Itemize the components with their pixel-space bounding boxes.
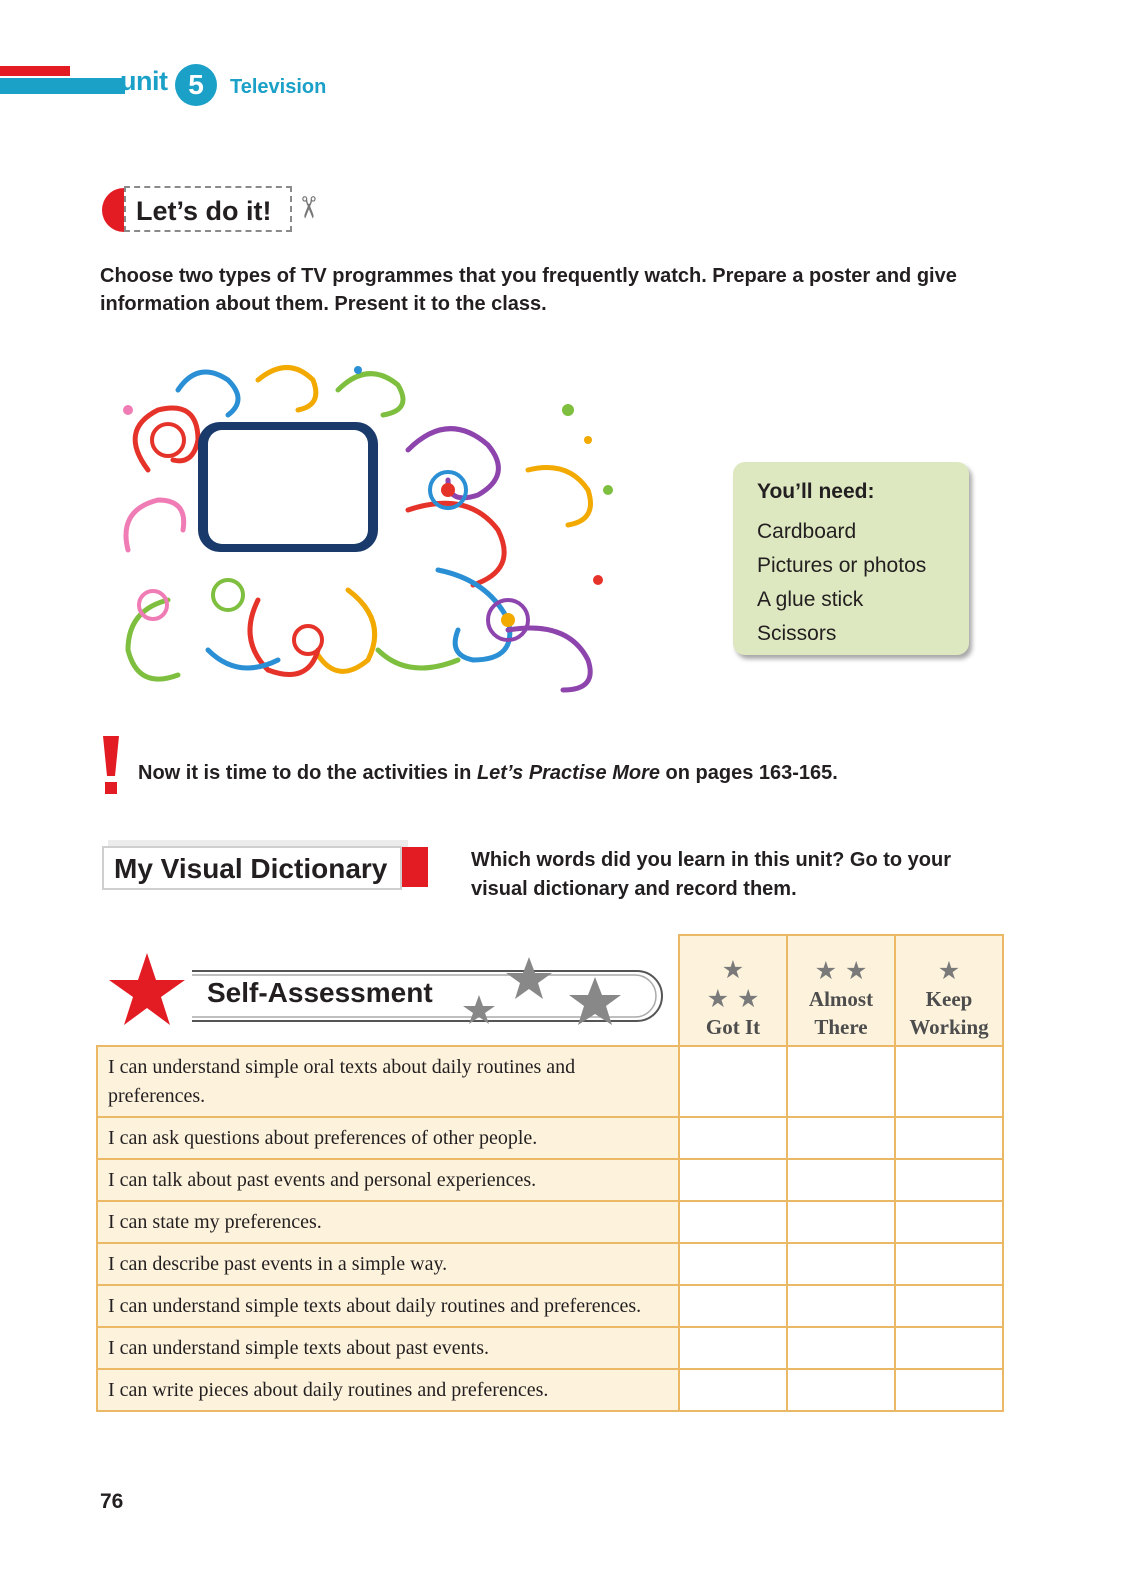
- materials-title: You’ll need:: [757, 480, 875, 503]
- self-assessment-banner: [97, 935, 679, 1046]
- rating-cell[interactable]: [787, 1201, 895, 1243]
- column-got-it: [679, 935, 787, 1046]
- table-row: [97, 1327, 1003, 1369]
- table-row: [97, 1159, 1003, 1201]
- table-row: [97, 1243, 1003, 1285]
- column-label: Keep: [925, 987, 973, 1011]
- rating-cell[interactable]: [787, 1369, 895, 1411]
- rating-cell[interactable]: [895, 1159, 1003, 1201]
- star-icon: ★ ★: [706, 984, 760, 1013]
- materials-item: Scissors: [757, 622, 837, 645]
- self-assessment-header-row: [97, 935, 1003, 1046]
- statement: I can understand simple oral texts about daily routines and preferences.: [97, 1046, 679, 1117]
- table-row: [97, 1117, 1003, 1159]
- materials-box: [733, 462, 969, 655]
- rating-cell[interactable]: [895, 1285, 1003, 1327]
- column-almost-there: [787, 935, 895, 1046]
- statement: I can describe past events in a simple way.: [97, 1243, 679, 1285]
- statement: I can talk about past events and personal experiences.: [97, 1159, 679, 1201]
- rating-cell[interactable]: [679, 1243, 787, 1285]
- rating-cell[interactable]: [787, 1243, 895, 1285]
- unit-label: unit: [120, 66, 168, 96]
- rating-cell[interactable]: [787, 1285, 895, 1327]
- header-blue-stripe: [0, 78, 125, 94]
- column-label: Working: [909, 1015, 989, 1039]
- activity-instructions: Choose two types of TV programmes that you frequently watch. Prepare a poster and give information about them. Present it to the class.: [100, 265, 957, 315]
- self-assessment-table: [96, 934, 1004, 1412]
- visual-dictionary-instructions: Which words did you learn in this unit? Go to your visual dictionary and record them.: [471, 849, 951, 900]
- rating-cell[interactable]: [679, 1159, 787, 1201]
- statement: I can understand simple texts about daily routines and preferences.: [97, 1285, 679, 1327]
- statement: I can state my preferences.: [97, 1201, 679, 1243]
- exclamation-icon: [100, 736, 122, 796]
- materials-item: Cardboard: [757, 520, 857, 543]
- unit-number-badge: 5: [175, 64, 217, 106]
- column-label: Got It: [705, 1015, 761, 1039]
- statement: I can ask questions about preferences of other people.: [97, 1117, 679, 1159]
- column-keep-working: [895, 935, 1003, 1046]
- materials-item: Pictures or photos: [757, 554, 927, 577]
- visual-dictionary-red-tab: [402, 847, 428, 887]
- star-icon: ★: [721, 955, 745, 984]
- column-label: There: [814, 1015, 868, 1039]
- self-assessment-title: Self-Assessment: [207, 977, 433, 1008]
- rating-cell[interactable]: [895, 1243, 1003, 1285]
- table-row: [97, 1369, 1003, 1411]
- rating-cell[interactable]: [895, 1201, 1003, 1243]
- practise-more-note: Now it is time to do the activities in Let’s Practise More on pages 163-165.: [138, 762, 838, 784]
- statement: I can write pieces about daily routines and preferences.: [97, 1369, 679, 1411]
- page-number: 76: [100, 1490, 124, 1513]
- star-icon: ★: [937, 956, 961, 985]
- table-row: [97, 1201, 1003, 1243]
- rating-cell[interactable]: [895, 1117, 1003, 1159]
- rating-cell[interactable]: [787, 1327, 895, 1369]
- rating-cell[interactable]: [679, 1117, 787, 1159]
- unit-topic: Television: [230, 76, 327, 98]
- scissors-icon: ✂: [291, 194, 325, 221]
- rating-cell[interactable]: [787, 1046, 895, 1117]
- rating-cell[interactable]: [679, 1201, 787, 1243]
- rating-cell[interactable]: [679, 1285, 787, 1327]
- tv-swirl-illustration: [108, 350, 638, 710]
- column-label: Almost: [808, 987, 874, 1011]
- lets-do-it-title: Let’s do it!: [124, 186, 292, 232]
- header-red-stripe: [0, 66, 70, 76]
- materials-item: A glue stick: [757, 588, 864, 611]
- statement: I can understand simple texts about past events.: [97, 1327, 679, 1369]
- rating-cell[interactable]: [895, 1327, 1003, 1369]
- table-row: [97, 1285, 1003, 1327]
- rating-cell[interactable]: [787, 1159, 895, 1201]
- rating-cell[interactable]: [895, 1369, 1003, 1411]
- rating-cell[interactable]: [679, 1327, 787, 1369]
- rating-cell[interactable]: [787, 1117, 895, 1159]
- rating-cell[interactable]: [895, 1046, 1003, 1117]
- rating-cell[interactable]: [679, 1369, 787, 1411]
- star-icon: ★ ★: [814, 956, 868, 985]
- rating-cell[interactable]: [679, 1046, 787, 1117]
- visual-dictionary-title: My Visual Dictionary: [102, 846, 402, 890]
- table-row: [97, 1046, 1003, 1117]
